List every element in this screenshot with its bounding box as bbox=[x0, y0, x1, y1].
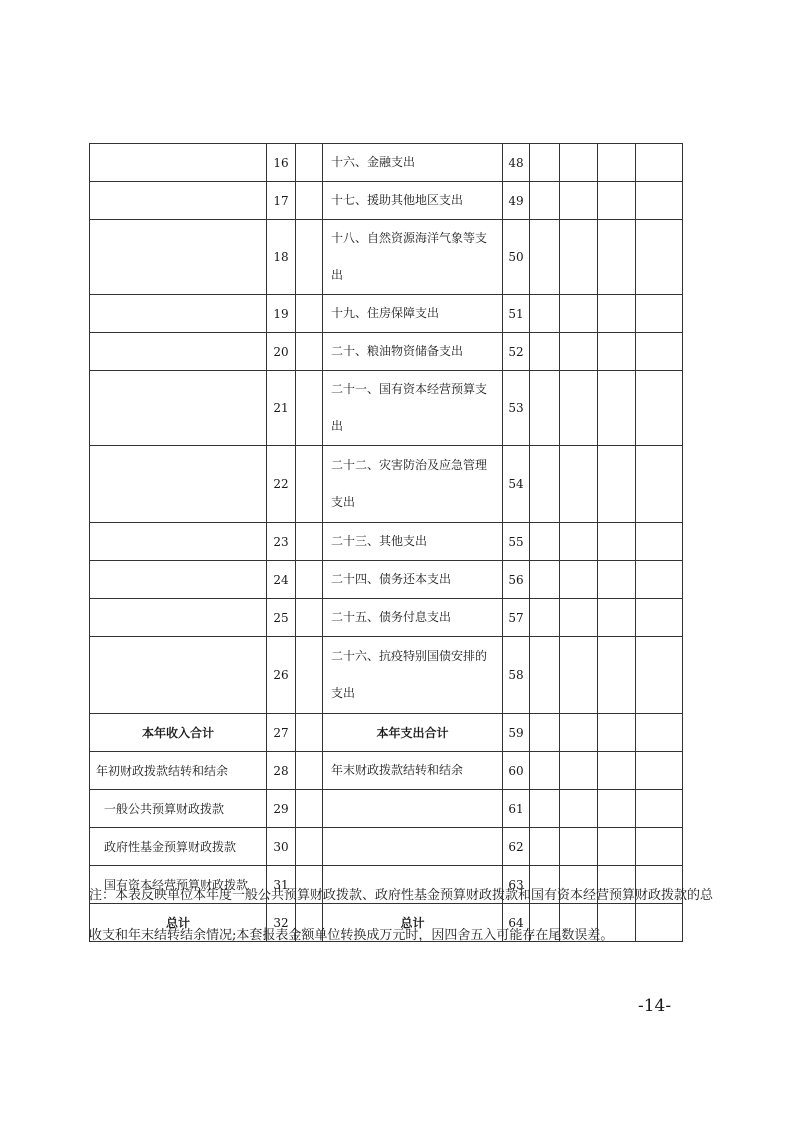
line-number: 31 bbox=[267, 866, 296, 904]
table-row bbox=[90, 599, 683, 637]
expense-amount bbox=[560, 714, 598, 752]
line-number: 17 bbox=[267, 182, 296, 220]
income-amount bbox=[296, 790, 323, 828]
expense-amount bbox=[530, 599, 560, 637]
line-number: 23 bbox=[267, 523, 296, 561]
line-number: 59 bbox=[503, 714, 530, 752]
line-number: 19 bbox=[267, 295, 296, 333]
income-item bbox=[90, 144, 267, 182]
expense-amount bbox=[598, 561, 636, 599]
income-item bbox=[90, 561, 267, 599]
income-amount bbox=[296, 561, 323, 599]
line-number: 61 bbox=[503, 790, 530, 828]
expense-amount bbox=[530, 144, 560, 182]
expense-amount bbox=[560, 599, 598, 637]
line-number: 60 bbox=[503, 752, 530, 790]
line-number: 53 bbox=[503, 371, 530, 446]
line-number: 48 bbox=[503, 144, 530, 182]
line-number: 29 bbox=[267, 790, 296, 828]
expense-amount bbox=[636, 828, 683, 866]
income-item bbox=[90, 523, 267, 561]
expense-item bbox=[323, 828, 503, 866]
table-row bbox=[90, 182, 683, 220]
table-row bbox=[90, 144, 683, 182]
table-row-income-total bbox=[90, 714, 683, 752]
income-item bbox=[90, 220, 267, 295]
income-amount bbox=[296, 333, 323, 371]
expense-amount bbox=[560, 295, 598, 333]
expense-amount bbox=[598, 446, 636, 523]
expense-amount bbox=[560, 144, 598, 182]
expense-amount bbox=[598, 144, 636, 182]
income-amount bbox=[296, 220, 323, 295]
expense-amount bbox=[636, 220, 683, 295]
income-amount bbox=[296, 599, 323, 637]
income-amount bbox=[296, 371, 323, 446]
line-number: 63 bbox=[503, 866, 530, 904]
income-item bbox=[90, 446, 267, 523]
table-row bbox=[90, 333, 683, 371]
table-row bbox=[90, 752, 683, 790]
expense-amount bbox=[560, 220, 598, 295]
income-amount bbox=[296, 446, 323, 523]
expense-amount bbox=[636, 561, 683, 599]
income-item bbox=[90, 295, 267, 333]
expense-amount bbox=[636, 714, 683, 752]
expense-amount bbox=[560, 333, 598, 371]
line-number: 26 bbox=[267, 637, 296, 714]
line-number: 20 bbox=[267, 333, 296, 371]
table-row bbox=[90, 523, 683, 561]
expense-item: 二十二、灾害防治及应急管理支出 bbox=[323, 446, 503, 523]
income-item bbox=[90, 599, 267, 637]
expense-amount bbox=[560, 828, 598, 866]
income-item: 政府性基金预算财政拨款 bbox=[90, 828, 267, 866]
income-item: 一般公共预算财政拨款 bbox=[90, 790, 267, 828]
grand-total-label: 总计 bbox=[90, 904, 267, 942]
expense-amount bbox=[636, 144, 683, 182]
expense-amount bbox=[560, 182, 598, 220]
expense-item: 二十三、其他支出 bbox=[323, 523, 503, 561]
income-total-label: 本年收入合计 bbox=[90, 714, 267, 752]
line-number: 21 bbox=[267, 371, 296, 446]
expense-amount bbox=[598, 371, 636, 446]
grand-total-label: 总计 bbox=[323, 904, 503, 942]
table-row bbox=[90, 828, 683, 866]
line-number: 64 bbox=[503, 904, 530, 942]
table-row bbox=[90, 637, 683, 714]
expense-amount bbox=[636, 295, 683, 333]
line-number: 18 bbox=[267, 220, 296, 295]
expense-amount bbox=[530, 637, 560, 714]
line-number: 57 bbox=[503, 599, 530, 637]
income-item bbox=[90, 371, 267, 446]
line-number: 62 bbox=[503, 828, 530, 866]
income-item bbox=[90, 637, 267, 714]
expense-amount bbox=[530, 220, 560, 295]
expense-item: 二十六、抗疫特别国债安排的支出 bbox=[323, 637, 503, 714]
line-number: 28 bbox=[267, 752, 296, 790]
income-amount bbox=[296, 637, 323, 714]
expense-amount bbox=[598, 752, 636, 790]
expense-amount bbox=[530, 333, 560, 371]
expense-amount bbox=[598, 182, 636, 220]
income-amount bbox=[296, 828, 323, 866]
expense-amount bbox=[636, 599, 683, 637]
expense-item: 十七、援助其他地区支出 bbox=[323, 182, 503, 220]
expense-amount bbox=[636, 333, 683, 371]
expense-amount bbox=[530, 828, 560, 866]
budget-table bbox=[89, 143, 683, 942]
income-item bbox=[90, 333, 267, 371]
line-number: 55 bbox=[503, 523, 530, 561]
income-amount bbox=[296, 523, 323, 561]
expense-amount bbox=[636, 371, 683, 446]
line-number: 58 bbox=[503, 637, 530, 714]
expense-item: 二十四、债务还本支出 bbox=[323, 561, 503, 599]
expense-amount bbox=[530, 182, 560, 220]
income-item bbox=[90, 182, 267, 220]
expense-amount bbox=[598, 295, 636, 333]
expense-amount bbox=[636, 790, 683, 828]
expense-amount bbox=[598, 599, 636, 637]
expense-amount bbox=[530, 714, 560, 752]
line-number: 32 bbox=[267, 904, 296, 942]
line-number: 52 bbox=[503, 333, 530, 371]
expense-amount bbox=[560, 523, 598, 561]
line-number: 30 bbox=[267, 828, 296, 866]
expense-item: 二十一、国有资本经营预算支出 bbox=[323, 371, 503, 446]
table-row bbox=[90, 220, 683, 295]
line-number: 51 bbox=[503, 295, 530, 333]
expense-item: 二十五、债务付息支出 bbox=[323, 599, 503, 637]
expense-amount bbox=[530, 523, 560, 561]
table-row bbox=[90, 295, 683, 333]
line-number: 24 bbox=[267, 561, 296, 599]
income-amount bbox=[296, 752, 323, 790]
income-item: 年初财政拨款结转和结余 bbox=[90, 752, 267, 790]
expense-amount bbox=[560, 561, 598, 599]
expense-amount bbox=[530, 371, 560, 446]
expense-amount bbox=[636, 446, 683, 523]
page-number: -14- bbox=[638, 996, 672, 1016]
income-amount bbox=[296, 295, 323, 333]
expense-amount bbox=[560, 752, 598, 790]
expense-item: 十六、金融支出 bbox=[323, 144, 503, 182]
expense-amount bbox=[598, 220, 636, 295]
line-number: 49 bbox=[503, 182, 530, 220]
expense-amount bbox=[560, 637, 598, 714]
expense-item: 十八、自然资源海洋气象等支出 bbox=[323, 220, 503, 295]
line-number: 16 bbox=[267, 144, 296, 182]
expense-item bbox=[323, 790, 503, 828]
footnote-line-1: 注：本表反映单位本年度一般公共预算财政拨款、政府性基金预算财政拨款和国有资本经营预算财政拨款的总 bbox=[89, 888, 714, 903]
line-number: 22 bbox=[267, 446, 296, 523]
line-number: 27 bbox=[267, 714, 296, 752]
expense-amount bbox=[598, 523, 636, 561]
expense-amount bbox=[598, 333, 636, 371]
table-row bbox=[90, 446, 683, 523]
table-row bbox=[90, 790, 683, 828]
expense-amount bbox=[530, 446, 560, 523]
expense-amount bbox=[530, 790, 560, 828]
expense-amount bbox=[598, 828, 636, 866]
income-amount bbox=[296, 714, 323, 752]
table-row bbox=[90, 561, 683, 599]
line-number: 56 bbox=[503, 561, 530, 599]
expense-amount bbox=[636, 752, 683, 790]
expense-amount bbox=[530, 295, 560, 333]
income-item: 国有资本经营预算财政拨款 bbox=[90, 866, 267, 904]
income-amount bbox=[296, 182, 323, 220]
expense-amount bbox=[530, 561, 560, 599]
line-number: 50 bbox=[503, 220, 530, 295]
line-number: 54 bbox=[503, 446, 530, 523]
expense-item: 年末财政拨款结转和结余 bbox=[323, 752, 503, 790]
line-number: 25 bbox=[267, 599, 296, 637]
expense-total-label: 本年支出合计 bbox=[323, 714, 503, 752]
expense-amount bbox=[636, 637, 683, 714]
expense-amount bbox=[560, 790, 598, 828]
income-amount bbox=[296, 144, 323, 182]
expense-amount bbox=[560, 446, 598, 523]
expense-amount bbox=[530, 752, 560, 790]
table-row bbox=[90, 371, 683, 446]
expense-amount bbox=[636, 523, 683, 561]
expense-amount bbox=[598, 637, 636, 714]
expense-amount bbox=[598, 714, 636, 752]
expense-amount bbox=[636, 182, 683, 220]
expense-amount bbox=[598, 790, 636, 828]
expense-item: 十九、住房保障支出 bbox=[323, 295, 503, 333]
expense-amount bbox=[560, 371, 598, 446]
expense-item: 二十、粮油物资储备支出 bbox=[323, 333, 503, 371]
footnote-line-2: 收支和年末结转结余情况;本套报表金额单位转换成万元时，因四舍五入可能存在尾数误差。 bbox=[89, 928, 614, 943]
